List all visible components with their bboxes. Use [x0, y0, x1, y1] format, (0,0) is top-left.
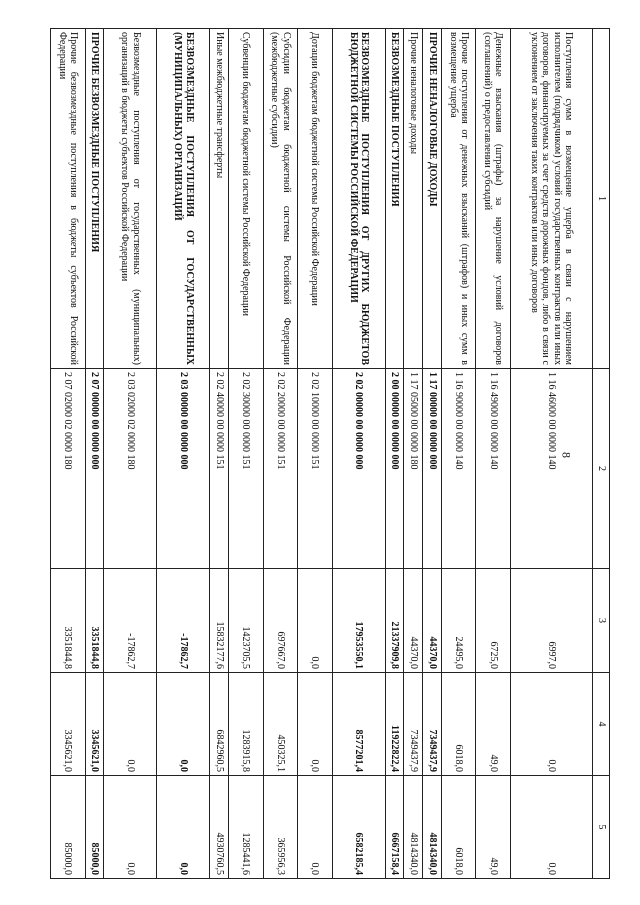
row-code: 2 02 30000 00 0000 151	[229, 369, 263, 569]
row-value-col4: 49,0	[476, 673, 510, 776]
page-number: 8	[559, 452, 574, 458]
row-value-col4: 7349437,9	[423, 673, 442, 776]
row-value-col4: 6842960,5	[210, 673, 229, 776]
row-value-col5: 0,0	[298, 776, 332, 879]
header-cell-2: 2	[593, 369, 610, 569]
row-value-col5: 85000,0	[51, 776, 86, 879]
row-value-col3: -17862,7	[104, 569, 157, 673]
row-code: 1 17 00000 00 0000 000	[423, 369, 442, 569]
row-value-col3: -17862,7	[157, 569, 210, 673]
row-name: БЕЗВОЗМЕЗДНЫЕ ПОСТУПЛЕНИЯ	[385, 29, 404, 369]
table-row	[510, 29, 592, 879]
row-value-col4: 3345621,0	[85, 673, 104, 776]
row-code: 2 02 00000 00 0000 000	[332, 369, 385, 569]
header-cell-4: 4	[593, 673, 610, 776]
row-value-col4: 8577201,4	[332, 673, 385, 776]
row-value-col4: 0,0	[104, 673, 157, 776]
table-row	[404, 29, 423, 879]
table-row	[210, 29, 229, 879]
table-row	[298, 29, 332, 879]
header-cell-5: 5	[593, 776, 610, 879]
row-value-col4: 0,0	[157, 673, 210, 776]
row-value-col3: 15832177,6	[210, 569, 229, 673]
row-code: 1 16 90000 00 0000 140	[441, 369, 475, 569]
table-row	[104, 29, 157, 879]
row-value-col5: 1285441,6	[229, 776, 263, 879]
row-name: Прочие неналоговые доходы	[404, 29, 423, 369]
row-value-col3: 17953550,1	[332, 569, 385, 673]
row-value-col4: 11922822,4	[385, 673, 404, 776]
row-name: Дотации бюджетам бюджетной системы Российской Федерации	[298, 29, 332, 369]
header-cell-1: 1	[593, 29, 610, 369]
row-name: Денежные взыскания (штрафы) за нарушение условий договоров (соглашений) о предоставлении субсидий	[476, 29, 510, 369]
row-value-col5: 6667158,4	[385, 776, 404, 879]
row-value-col3: 6997,0	[510, 569, 592, 673]
row-value-col4: 0,0	[298, 673, 332, 776]
row-value-col3: 3351844,8	[51, 569, 86, 673]
row-name: БЕЗВОЗМЕЗДНЫЕ ПОСТУПЛЕНИЯ ОТ ГОСУДАРСТВЕННЫХ (МУНИЦИПАЛЬНЫХ) ОРГАНИЗАЦИЙ	[157, 29, 210, 369]
row-value-col5: 0,0	[104, 776, 157, 879]
row-value-col5: 4814340,0	[423, 776, 442, 879]
row-code: 2 02 40000 00 0000 151	[210, 369, 229, 569]
row-value-col4: 0,0	[510, 673, 592, 776]
row-name: ПРОЧИЕ БЕЗВОЗМЕЗДНЫЕ ПОСТУПЛЕНИЯ	[85, 29, 104, 369]
row-value-col3: 697667,0	[263, 569, 297, 673]
row-value-col3: 44370,0	[423, 569, 442, 673]
row-name: БЕЗВОЗМЕЗДНЫЕ ПОСТУПЛЕНИЯ ОТ ДРУГИХ БЮДЖЕТОВ БЮДЖЕТНОЙ СИСТЕМЫ РОССИЙСКОЙ ФЕДЕРАЦИИ	[332, 29, 385, 369]
row-value-col4: 450325,1	[263, 673, 297, 776]
row-value-col4: 7349437,9	[404, 673, 423, 776]
row-value-col5: 0,0	[157, 776, 210, 879]
table-row	[385, 29, 404, 879]
row-value-col5: 6018,0	[441, 776, 475, 879]
row-name: ПРОЧИЕ НЕНАЛОГОВЫЕ ДОХОДЫ	[423, 29, 442, 369]
row-name: Субсидии бюджетам бюджетной системы Российской Федерации (межбюджетные субсидии)	[263, 29, 297, 369]
row-value-col5: 0,0	[510, 776, 592, 879]
row-code: 1 16 46000 00 0000 140	[510, 369, 592, 569]
table-row	[51, 29, 86, 879]
table-row	[85, 29, 104, 879]
row-code: 2 02 10000 00 0000 151	[298, 369, 332, 569]
row-code: 2 03 02000 02 0000 180	[104, 369, 157, 569]
table-row	[441, 29, 475, 879]
row-value-col3: 3351844,8	[85, 569, 104, 673]
row-name: Безвозмездные поступления от государственных (муниципальных) организаций в бюджеты субъектов Российской Федерации	[104, 29, 157, 369]
table-row	[332, 29, 385, 879]
row-value-col4: 1283915,8	[229, 673, 263, 776]
row-value-col3: 0,0	[298, 569, 332, 673]
row-value-col5: 4814340,0	[404, 776, 423, 879]
row-code: 2 07 00000 00 0000 000	[85, 369, 104, 569]
row-name: Прочие поступления от денежных взысканий (штрафов) и иных сумм в возмещение ущерба	[441, 29, 475, 369]
row-value-col3: 44370,0	[404, 569, 423, 673]
row-value-col5: 365956,3	[263, 776, 297, 879]
row-value-col5: 4930760,5	[210, 776, 229, 879]
row-code: 2 00 00000 00 0000 000	[385, 369, 404, 569]
row-value-col3: 24495,0	[441, 569, 475, 673]
row-code: 2 03 00000 00 0000 000	[157, 369, 210, 569]
row-name: Иные межбюджетные трансферты	[210, 29, 229, 369]
row-value-col3: 6725,0	[476, 569, 510, 673]
row-name: Прочие безвозмездные поступления в бюджеты субъектов Российской Федерации	[51, 29, 86, 369]
table-header-row	[593, 29, 610, 879]
table-row	[476, 29, 510, 879]
row-code: 2 02 20000 00 0000 151	[263, 369, 297, 569]
row-code: 1 17 05000 00 0000 180	[404, 369, 423, 569]
table-row	[263, 29, 297, 879]
rotated-table-container	[50, 28, 610, 878]
row-value-col5: 85000,0	[85, 776, 104, 879]
row-code: 2 07 02000 02 0000 180	[51, 369, 86, 569]
table-row	[229, 29, 263, 879]
row-value-col3: 1423705,5	[229, 569, 263, 673]
table-row	[157, 29, 210, 879]
row-code: 1 16 49000 00 0000 140	[476, 369, 510, 569]
row-name: Поступления сумм в возмещение ущерба в связи с нарушением исполнителем (подрядчиком) условий государственных контрактов или иных договоров, финансируемых за счет средств дорожных фондов, либо в связи с уклонением от заключения таких контрактов или иных договоров	[510, 29, 592, 369]
table-row	[423, 29, 442, 879]
budget-revenue-table	[50, 28, 610, 879]
row-value-col4: 6018,0	[441, 673, 475, 776]
row-value-col5: 6582185,4	[332, 776, 385, 879]
row-value-col5: 49,0	[476, 776, 510, 879]
row-value-col4: 3345621,0	[51, 673, 86, 776]
row-value-col3: 21337909,8	[385, 569, 404, 673]
row-name: Субвенции бюджетам бюджетной системы Российской Федерации	[229, 29, 263, 369]
header-cell-3: 3	[593, 569, 610, 673]
